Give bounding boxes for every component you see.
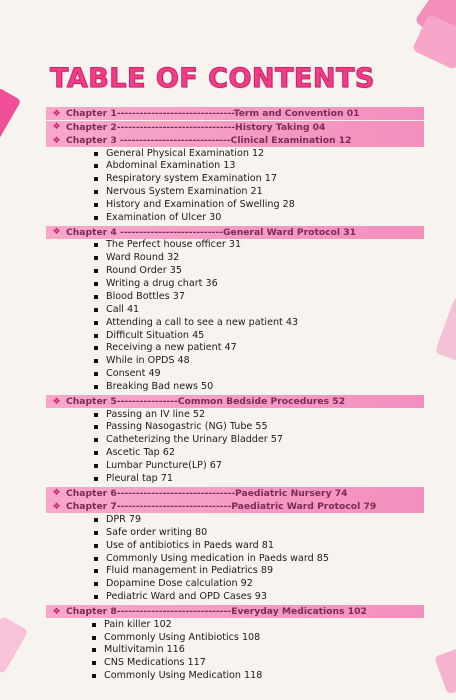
list-item [106,473,424,486]
square-bullet-icon [94,582,98,586]
list-item [106,578,424,591]
list-item [104,632,424,645]
list-item [106,317,424,330]
list-item [106,460,424,473]
section-label: The Perfect house officer 31 [106,239,242,251]
square-bullet-icon [94,308,98,312]
section-label: Call 41 [106,303,140,315]
diamond-bullet-icon: ❖ [52,396,61,407]
list-item [106,527,424,540]
diamond-bullet-icon: ❖ [52,501,61,512]
section-label: Dopamine Dose calculation 92 [106,578,253,590]
section-label: Difficult Situation 45 [106,329,205,341]
chapter-heading [46,226,424,239]
chapter-section-list [46,239,424,394]
square-bullet-icon [94,321,98,325]
decorative-shape [435,296,456,363]
chapter-heading [46,487,424,500]
decorative-shape [0,616,28,674]
square-bullet-icon [94,295,98,299]
square-bullet-icon [94,438,98,442]
list-item [106,148,424,161]
chapter-section-list [46,514,424,604]
square-bullet-icon [94,372,98,376]
chapter-label: Chapter 6-------------------------------Paediatric Nursery 74 [66,487,348,499]
list-item [106,342,424,355]
list-item [106,212,424,225]
section-label: Safe order writing 80 [106,526,208,538]
list-item [106,565,424,578]
square-bullet-icon [94,531,98,535]
section-label: Passing an IV line 52 [106,408,206,420]
square-bullet-icon [94,451,98,455]
section-label: Multivitamin 116 [104,644,185,656]
square-bullet-icon [94,177,98,181]
list-item [104,657,424,670]
list-item [106,173,424,186]
chapter-label: Chapter 7------------------------------Paediatric Ward Protocol 79 [66,501,377,513]
square-bullet-icon [94,464,98,468]
square-bullet-icon [94,544,98,548]
list-item [106,381,424,394]
decorative-shape [0,88,21,153]
square-bullet-icon [94,334,98,338]
square-bullet-icon [94,216,98,220]
section-label: Nervous System Examination 21 [106,186,263,198]
list-item [106,540,424,553]
list-item [106,447,424,460]
section-label: Ward Round 32 [106,252,180,264]
diamond-bullet-icon: ❖ [52,108,61,119]
list-item [106,514,424,527]
section-label: General Physical Examination 12 [106,147,265,159]
list-item [106,265,424,278]
list-item [106,186,424,199]
square-bullet-icon [94,557,98,561]
list-item [106,409,424,422]
square-bullet-icon [94,425,98,429]
square-bullet-icon [92,636,96,640]
section-label: While in OPDS 48 [106,355,190,367]
square-bullet-icon [94,595,98,599]
square-bullet-icon [94,359,98,363]
section-label: Abdominal Examination 13 [106,160,236,172]
square-bullet-icon [94,256,98,260]
square-bullet-icon [94,477,98,481]
chapter-heading [46,107,424,120]
section-label: Examination of Ulcer 30 [106,211,222,223]
section-label: Commonly Using Antibiotics 108 [104,631,261,643]
page-title: TABLE OF CONTENTS [50,63,375,94]
list-item [106,304,424,317]
square-bullet-icon [92,674,96,678]
chapter-heading [46,605,424,618]
section-label: Commonly Using Medication 118 [104,670,263,682]
section-label: Catheterizing the Urinary Bladder 57 [106,434,283,446]
square-bullet-icon [92,661,96,665]
section-label: Commonly Using medication in Paeds ward 85 [106,552,330,564]
chapter-heading [46,395,424,408]
chapter-label: Chapter 2-------------------------------History Taking 04 [66,121,326,133]
square-bullet-icon [94,243,98,247]
chapter-label: Chapter 1-------------------------------Term and Convention 01 [66,108,360,119]
diamond-bullet-icon: ❖ [52,227,61,238]
chapter-label: Chapter 8------------------------------Everyday Medications 102 [66,606,367,618]
section-label: Ascetic Tap 62 [106,447,175,459]
section-label: Passing Nasogastric (NG) Tube 55 [106,421,268,433]
section-label: Writing a drug chart 36 [106,278,218,290]
list-item [106,368,424,381]
list-item [106,421,424,434]
square-bullet-icon [94,269,98,273]
section-label: Pain killer 102 [104,618,172,630]
square-bullet-icon [94,282,98,286]
square-bullet-icon [94,518,98,522]
square-bullet-icon [94,152,98,156]
section-label: Respiratory system Examination 17 [106,173,277,185]
list-item [106,291,424,304]
chapter-label: Chapter 3 -----------------------------Clinical Examination 12 [66,135,352,146]
square-bullet-icon [94,346,98,350]
list-item [104,670,424,683]
section-label: Pediatric Ward and OPD Cases 93 [106,591,267,603]
square-bullet-icon [94,413,98,417]
square-bullet-icon [92,623,96,627]
list-item [106,553,424,566]
list-item [106,591,424,604]
section-label: CNS Medications 117 [104,657,206,669]
section-label: DPR 79 [106,513,142,525]
list-item [106,252,424,265]
list-item [104,619,424,632]
section-label: Receiving a new patient 47 [106,342,237,354]
chapter-label: Chapter 5----------------Common Bedside Procedures 52 [66,396,346,408]
diamond-bullet-icon: ❖ [52,122,61,132]
square-bullet-icon [92,648,96,652]
list-item [106,434,424,447]
list-item [106,160,424,173]
square-bullet-icon [94,569,98,573]
chapter-section-list [46,619,424,683]
table-of-contents [46,107,424,684]
chapter-label: Chapter 4 ---------------------------General Ward Protocol 31 [66,226,357,238]
list-item [106,330,424,343]
diamond-bullet-icon: ❖ [52,606,61,617]
chapter-heading [46,500,424,513]
square-bullet-icon [94,203,98,207]
section-label: Lumbar Puncture(LP) 67 [106,460,222,472]
chapter-section-list [46,148,424,225]
chapter-heading [46,134,424,147]
section-label: Round Order 35 [106,265,182,277]
list-item [106,239,424,252]
list-item [106,355,424,368]
diamond-bullet-icon: ❖ [52,488,61,499]
section-label: History and Examination of Swelling 28 [106,199,295,211]
square-bullet-icon [94,190,98,194]
square-bullet-icon [94,164,98,168]
section-label: Breaking Bad news 50 [106,381,214,393]
section-label: Fluid management in Pediatrics 89 [106,565,274,577]
chapter-section-list [46,409,424,486]
list-item [106,199,424,212]
section-label: Pleural tap 71 [106,472,173,484]
section-label: Consent 49 [106,368,161,380]
list-item [106,278,424,291]
diamond-bullet-icon: ❖ [52,135,61,146]
square-bullet-icon [94,385,98,389]
section-label: Use of antibiotics in Paeds ward 81 [106,539,274,551]
section-label: Blood Bottles 37 [106,290,185,302]
section-label: Attending a call to see a new patient 43 [106,316,299,328]
decorative-shape [434,645,456,694]
list-item [104,644,424,657]
chapter-heading [46,121,424,134]
